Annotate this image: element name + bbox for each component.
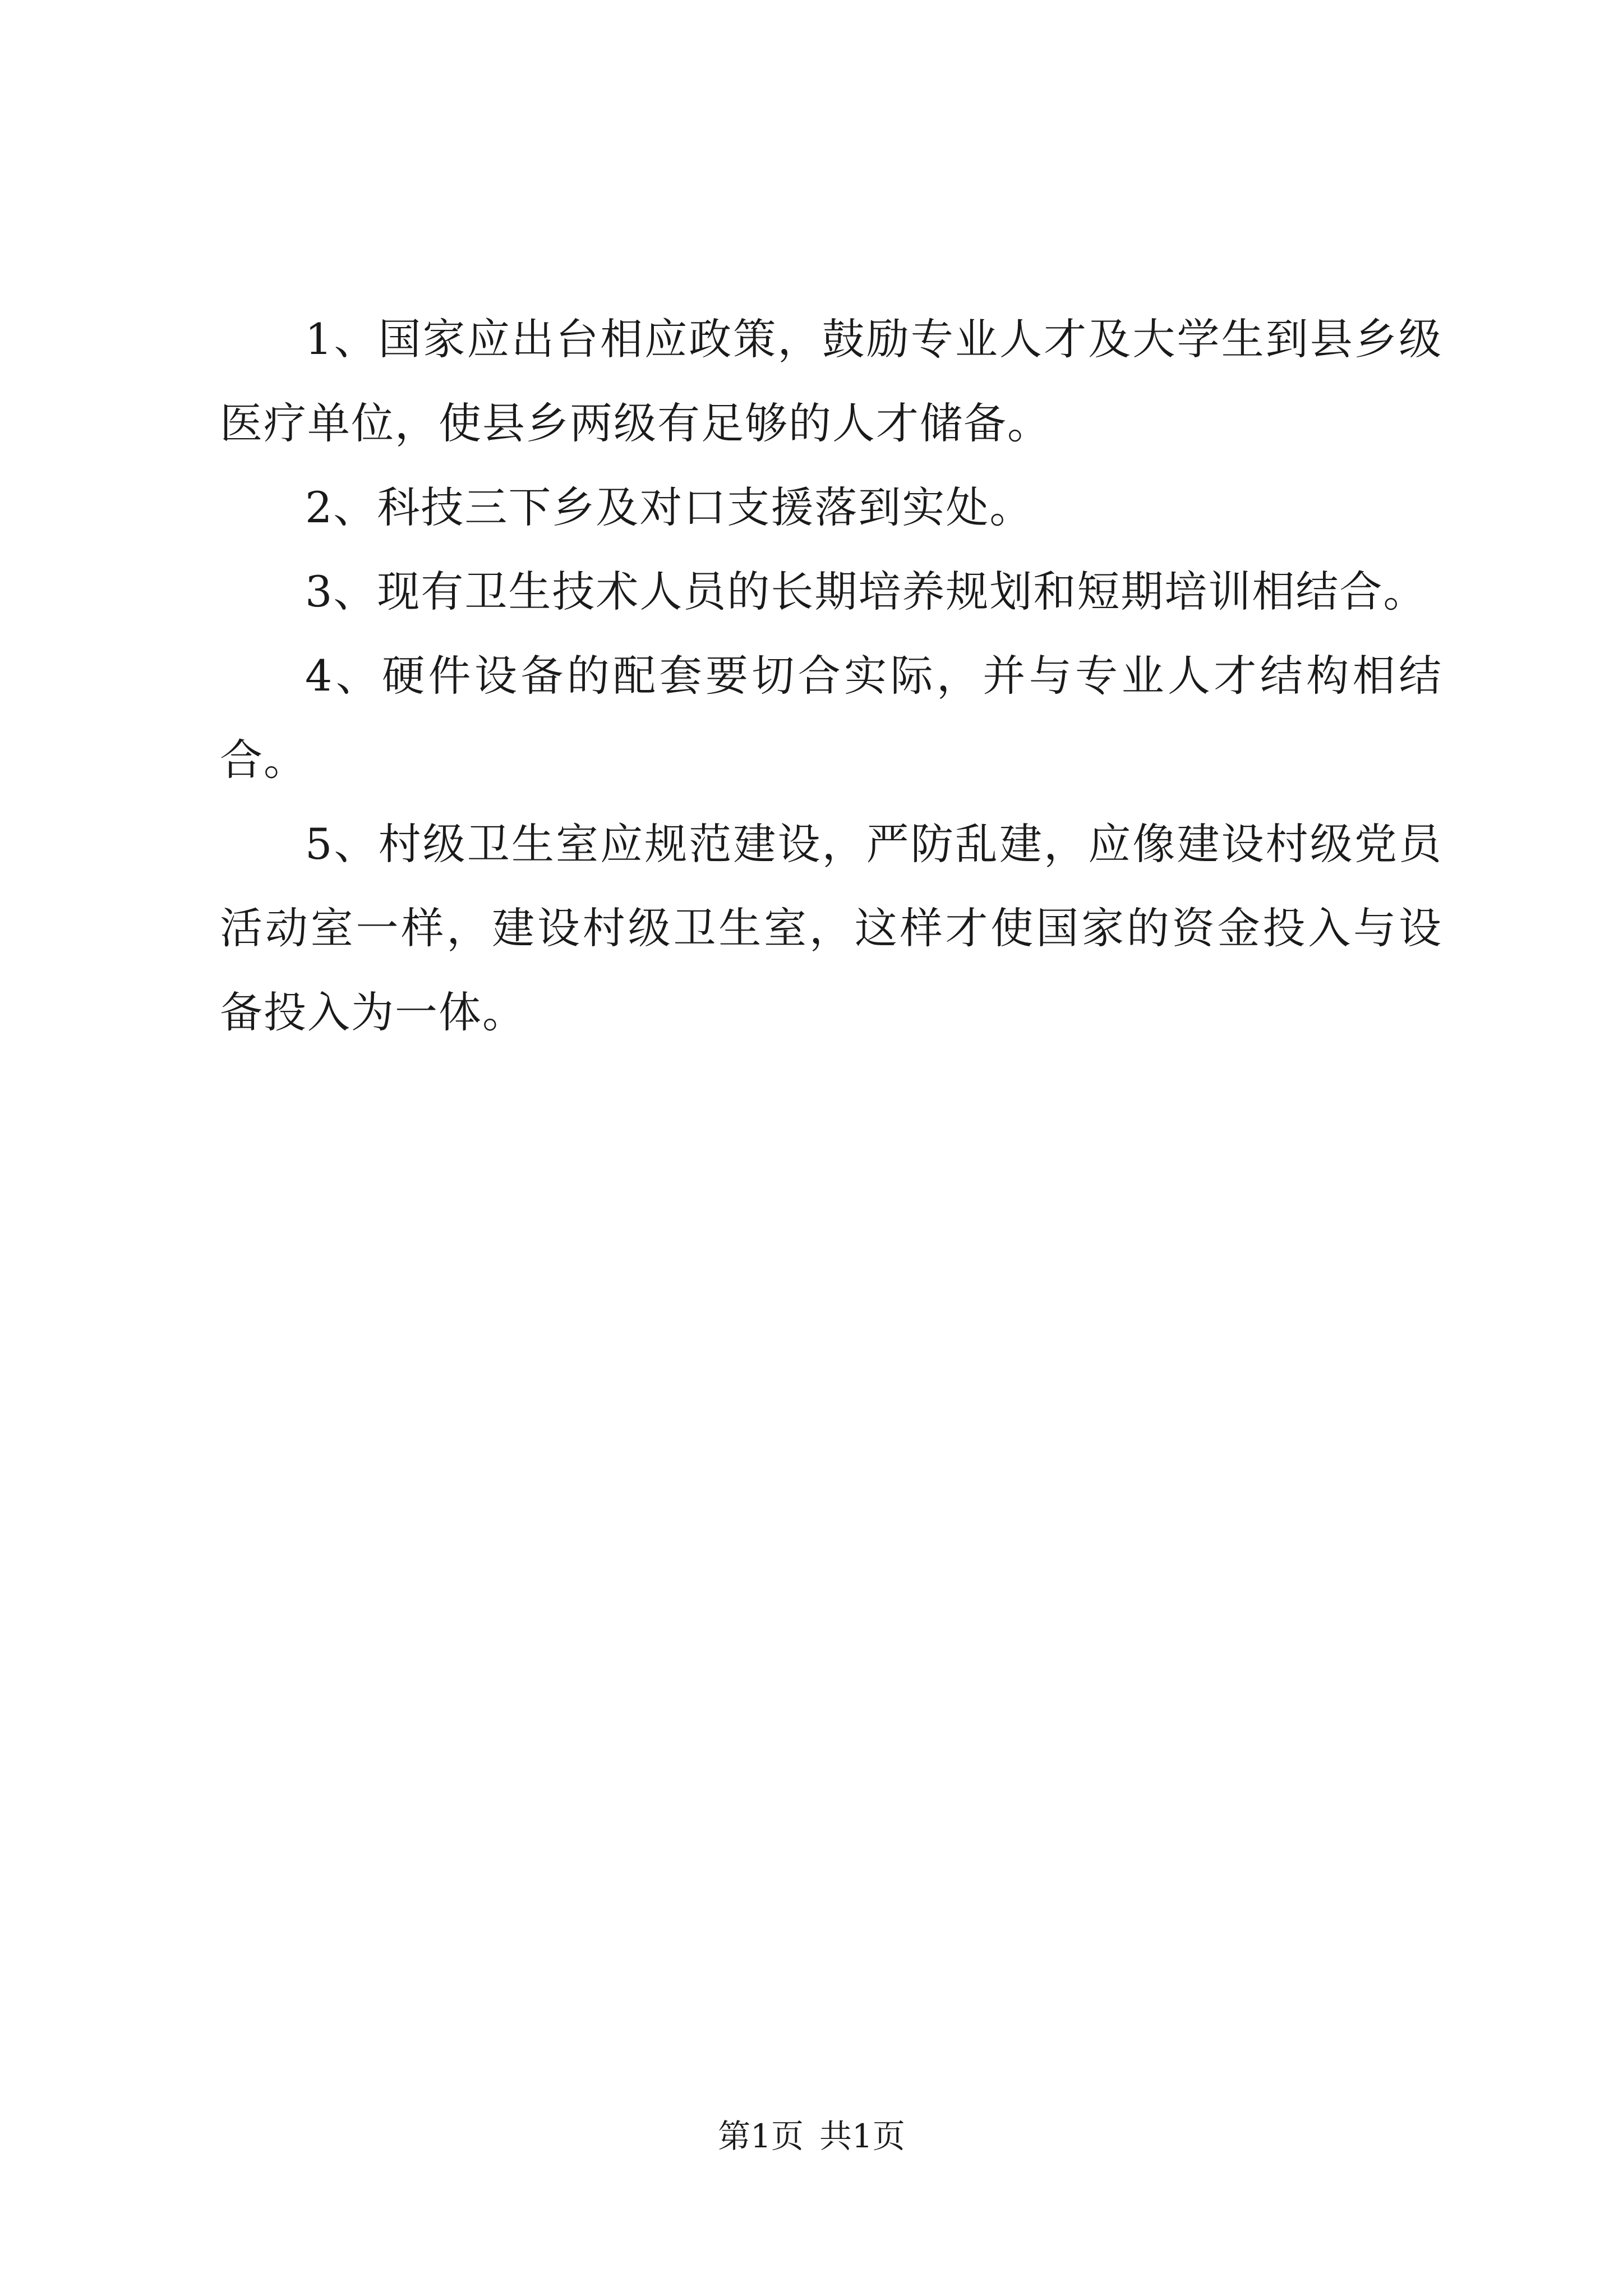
paragraph-4: 4、硬件设备的配套要切合实际，并与专业人才结构相结合。 — [220, 651, 1442, 785]
page-footer — [0, 2114, 1623, 2159]
paragraph-2: 2、科技三下乡及对口支援落到实处。 — [305, 482, 1034, 532]
document-body — [220, 297, 1442, 1055]
current-page-number: 第1页 — [718, 2117, 804, 2155]
paragraph-1: 1、国家应出台相应政策，鼓励专业人才及大学生到县乡级医疗单位，使县乡两级有足够的人才储备。 — [220, 314, 1442, 448]
paragraph-5: 5、村级卫生室应规范建设，严防乱建，应像建设村级党员活动室一样，建设村级卫生室，这样才使国家的资金投入与设备投入为一体。 — [220, 819, 1442, 1037]
paragraph-3: 3、现有卫生技术人员的长期培养规划和短期培训相结合。 — [305, 567, 1427, 616]
total-pages: 共1页 — [819, 2117, 905, 2155]
